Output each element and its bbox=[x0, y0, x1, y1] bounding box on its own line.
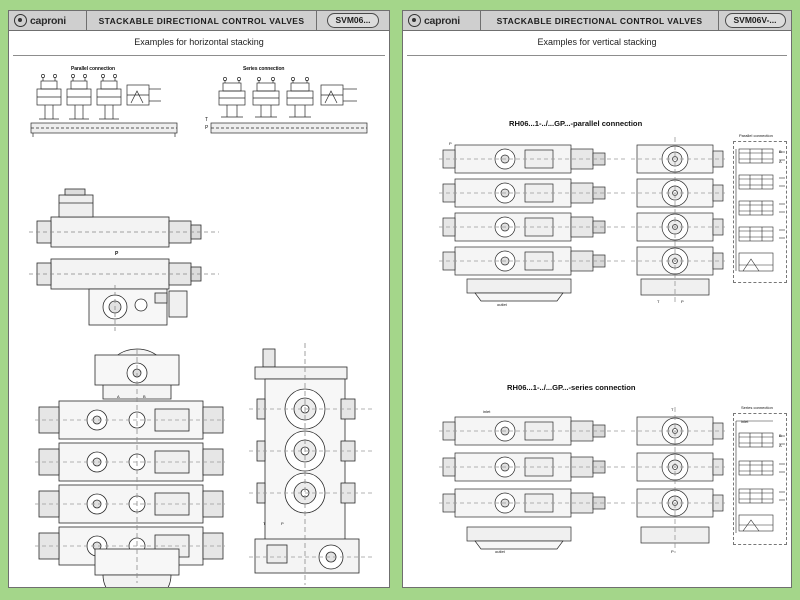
caption-divider-left bbox=[13, 55, 385, 56]
brand-logo-left bbox=[9, 11, 87, 30]
title-bar-left bbox=[9, 11, 389, 31]
caproni-logo-icon bbox=[14, 14, 27, 27]
sheet-body-right bbox=[403, 31, 791, 587]
sheet-caption-right: Examples for vertical stacking bbox=[537, 37, 657, 47]
series-front-views: inlet outlet bbox=[439, 403, 629, 563]
view-examples-parallel: Parallel connection bbox=[25, 67, 185, 143]
sheet-caption-left: Examples for horizontal stacking bbox=[134, 37, 264, 47]
series-side-drawing bbox=[631, 403, 727, 563]
brand-name: caproni bbox=[424, 14, 460, 27]
assembly-front-drawing bbox=[29, 181, 219, 331]
series-front-drawing bbox=[439, 403, 629, 563]
series-examples-schematic bbox=[205, 67, 375, 141]
assembly-plan-drawing bbox=[25, 339, 237, 587]
sheet-title-right: STACKABLE DIRECTIONAL CONTROL VALVES bbox=[481, 11, 719, 30]
view-assembly-front: P bbox=[29, 181, 219, 331]
caption-divider-right bbox=[407, 55, 787, 56]
brand-logo-right bbox=[403, 11, 481, 30]
view-assembly-side: T P bbox=[245, 339, 379, 587]
title-bar-right bbox=[403, 11, 791, 31]
parallel-front-views: P outlet bbox=[439, 137, 629, 309]
sheet-body-left bbox=[9, 31, 389, 587]
assembly-side-drawing bbox=[245, 339, 379, 587]
series-side-views: T P bbox=[631, 403, 727, 563]
legend-parallel: Parallel connection B A bbox=[733, 141, 789, 291]
datasheet-right bbox=[402, 10, 792, 588]
parallel-front-drawing bbox=[439, 137, 629, 309]
parallel-examples-schematic bbox=[25, 67, 185, 141]
view-assembly-plan: A B bbox=[25, 339, 237, 587]
legend-series: Series connection inlet B A bbox=[733, 413, 789, 553]
datasheet-left bbox=[8, 10, 390, 588]
sheet-title-left: STACKABLE DIRECTIONAL CONTROL VALVES bbox=[87, 11, 317, 30]
view-examples-series: Series connection T P bbox=[205, 67, 375, 143]
brand-name: caproni bbox=[30, 14, 66, 27]
parallel-side-drawing bbox=[631, 137, 727, 313]
caproni-logo-icon bbox=[408, 14, 421, 27]
group-title-parallel: RH06...1-../...GP...-parallel connection bbox=[509, 119, 643, 128]
sheet-code-left: SVM06... bbox=[317, 11, 389, 30]
group-title-series: RH06...1-../...GP...-series connection bbox=[507, 383, 636, 392]
sheet-code-right: SVM06V-... bbox=[719, 11, 791, 30]
parallel-side-views: T P bbox=[631, 137, 727, 313]
